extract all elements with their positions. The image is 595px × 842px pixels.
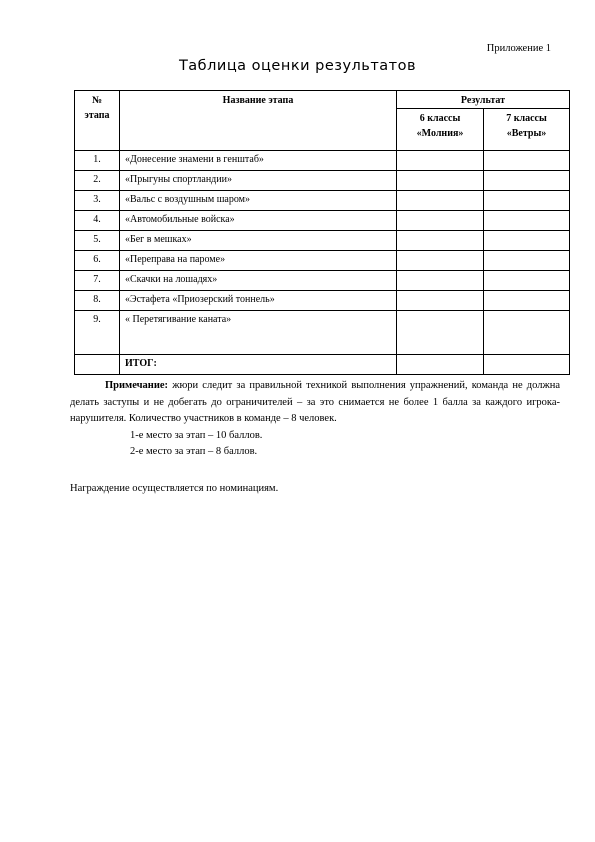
grade6-result-cell — [397, 211, 484, 231]
results-table — [74, 90, 570, 375]
total-label: ИТОГ: — [120, 355, 397, 375]
header-grade6: 6 классы «Молния» — [397, 109, 484, 151]
table-row — [75, 231, 570, 251]
table-row — [75, 251, 570, 271]
stage-name: «Бег в мешках» — [120, 231, 397, 251]
appendix-label: Приложение 1 — [486, 43, 551, 54]
stage-number: 7. — [75, 271, 120, 291]
stage-number: 5. — [75, 231, 120, 251]
grade6-result-cell — [397, 251, 484, 271]
table-header-row — [75, 91, 570, 109]
stage-number: 2. — [75, 171, 120, 191]
stage-number: 4. — [75, 211, 120, 231]
table-row — [75, 171, 570, 191]
grade6-result-cell — [397, 151, 484, 171]
grade6-result-cell — [397, 231, 484, 251]
grade7-result-cell — [484, 151, 570, 171]
stage-name: «Вальс с воздушным шаром» — [120, 191, 397, 211]
total-number-cell — [75, 355, 120, 375]
table-body — [75, 151, 570, 375]
stage-number: 1. — [75, 151, 120, 171]
stage-name: «Эстафета «Приозерский тоннель» — [120, 291, 397, 311]
grade7-result-cell — [484, 311, 570, 355]
table-row — [75, 311, 570, 355]
grade6-total-cell — [397, 355, 484, 375]
stage-number: 3. — [75, 191, 120, 211]
header-stage-name: Название этапа — [120, 91, 397, 151]
header-grade7: 7 классы «Ветры» — [484, 109, 570, 151]
stage-name: « Перетягивание каната» — [120, 311, 397, 355]
stage-name: «Автомобильные войска» — [120, 211, 397, 231]
stage-name: «Прыгуны спортландии» — [120, 171, 397, 191]
stage-number: 9. — [75, 311, 120, 355]
total-row — [75, 355, 570, 375]
note-text: жюри следит за правильной техникой выполнения упражнений, команда не должна делать заступы и не добегать до ограничителей – за это снимается не более 1 балла за каждого игрока-нарушителя. Количество участников в команде – 8 человек. — [70, 380, 560, 424]
stage-name: «Донесение знамени в генштаб» — [120, 151, 397, 171]
stage-name: «Скачки на лошадях» — [120, 271, 397, 291]
stage-number: 8. — [75, 291, 120, 311]
grade7-result-cell — [484, 271, 570, 291]
header-result: Результат — [397, 91, 570, 109]
table-row — [75, 151, 570, 171]
grade7-result-cell — [484, 231, 570, 251]
award-text: Награждение осуществляется по номинациям. — [70, 483, 279, 494]
grade7-result-cell — [484, 251, 570, 271]
grade6-result-cell — [397, 271, 484, 291]
grade6-result-cell — [397, 311, 484, 355]
table-row — [75, 291, 570, 311]
grade6-result-cell — [397, 171, 484, 191]
note-label: Примечание: — [105, 380, 169, 391]
stage-name: «Переправа на пароме» — [120, 251, 397, 271]
place-2-text: 2-е место за этап – 8 баллов. — [130, 446, 258, 457]
table-row — [75, 271, 570, 291]
note-paragraph — [70, 378, 560, 428]
grade6-result-cell — [397, 291, 484, 311]
grade7-result-cell — [484, 291, 570, 311]
grade7-result-cell — [484, 171, 570, 191]
table-row — [75, 211, 570, 231]
table-row — [75, 191, 570, 211]
grade6-result-cell — [397, 191, 484, 211]
grade7-result-cell — [484, 211, 570, 231]
stage-number: 6. — [75, 251, 120, 271]
header-stage-number: № этапа — [75, 91, 120, 151]
grade7-result-cell — [484, 191, 570, 211]
place-1-text: 1-е место за этап – 10 баллов. — [130, 429, 263, 441]
page-title: Таблица оценки результатов — [178, 58, 417, 74]
grade7-total-cell — [484, 355, 570, 375]
note-block — [70, 378, 560, 461]
